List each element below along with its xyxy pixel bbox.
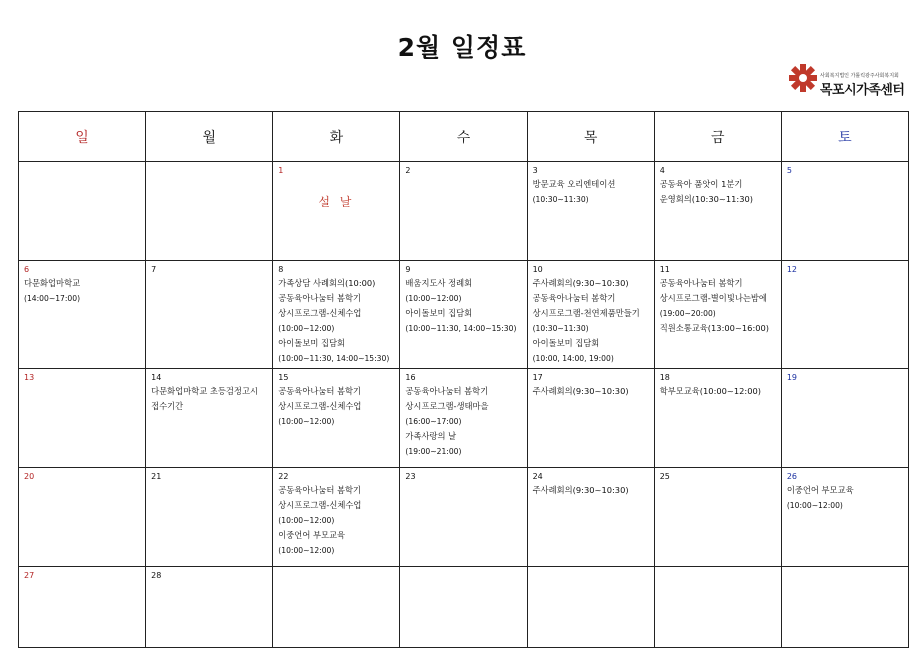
day-cell	[146, 567, 273, 648]
event-line: 아이돌보미 집담회	[405, 308, 473, 318]
day-number: 20	[24, 472, 35, 481]
event-line: 다문화업마학교	[24, 278, 81, 288]
day-cell	[400, 567, 527, 648]
event-line: (19:00~21:00)	[405, 447, 462, 456]
weekday-header-mon: 월	[146, 112, 273, 162]
day-cell	[273, 369, 400, 468]
day-number: 7	[151, 265, 157, 274]
day-cell	[781, 567, 908, 648]
event-line: (10:00~11:30, 14:00~15:30)	[278, 354, 390, 363]
day-cell	[527, 162, 654, 261]
event-line: (10:00~12:00)	[278, 516, 335, 525]
organization-logo	[788, 63, 914, 101]
event-line: (10:30~11:30)	[532, 324, 589, 333]
event-line: 직원소통교육(13:00~16:00)	[659, 323, 770, 333]
day-number: 27	[24, 571, 35, 580]
day-cell	[19, 261, 146, 369]
day-number: 19	[786, 373, 798, 382]
weekday-header-thu: 목	[527, 112, 654, 162]
event-line: 가족사랑의 날	[405, 431, 457, 441]
event-line: 공동육아 품앗이 1분기	[659, 179, 743, 189]
event-line: 상시프로그램-별이빛나는밤에	[659, 293, 767, 303]
event-line: 상시프로그램-천연제품만들기	[532, 308, 640, 318]
week-row	[19, 369, 909, 468]
day-number: 23	[405, 472, 416, 481]
day-cell	[19, 369, 146, 468]
event-line: 다문화업마학교 초등검정고시	[151, 386, 258, 396]
day-cell	[527, 567, 654, 648]
event-line: 방문교육 오리엔테이션	[532, 179, 616, 189]
event-line: 공동육아나눔터 봄학기	[278, 293, 362, 303]
day-cell	[273, 468, 400, 567]
event-line: (10:00~12:00)	[405, 294, 462, 303]
day-number: 21	[151, 472, 162, 481]
day-cell	[273, 261, 400, 369]
event-line: 상시프로그램-신체수업	[278, 401, 362, 411]
weekday-header-tue: 화	[273, 112, 400, 162]
day-number: 12	[786, 265, 798, 274]
day-number: 24	[532, 472, 543, 481]
day-number: 8	[278, 265, 284, 274]
week-row	[19, 261, 909, 369]
day-cell	[273, 567, 400, 648]
event-line: 상시프로그램-생태마을	[405, 401, 489, 411]
day-number: 9	[405, 265, 411, 274]
day-cell	[781, 369, 908, 468]
event-line: (10:00~12:00)	[278, 324, 335, 333]
event-line: 아이돌보미 집담회	[532, 338, 600, 348]
event-line: 가족상담 사례회의(10:00)	[278, 278, 376, 288]
day-number: 17	[532, 373, 543, 382]
day-cell	[527, 369, 654, 468]
day-number: 15	[278, 373, 289, 382]
day-cell	[654, 567, 781, 648]
event-line: 아이돌보미 집담회	[278, 338, 346, 348]
event-line: 공동육아나눔터 봄학기	[405, 386, 489, 396]
day-cell	[654, 369, 781, 468]
weekday-header-row	[19, 112, 909, 162]
day-number: 5	[786, 166, 792, 175]
day-cell	[781, 162, 908, 261]
week-row	[19, 468, 909, 567]
week-row	[19, 162, 909, 261]
day-number: 13	[24, 373, 35, 382]
day-cell	[19, 567, 146, 648]
event-line: 운영회의(10:30~11:30)	[659, 194, 754, 204]
event-line: (10:00~12:00)	[278, 546, 335, 555]
weekday-header-fri: 금	[654, 112, 781, 162]
event-line: (10:00~12:00)	[786, 501, 843, 510]
day-cell	[146, 261, 273, 369]
logo-organization-name: 사회복지법인 가톨릭광주사회복지회	[820, 73, 899, 79]
day-number: 10	[532, 265, 543, 274]
day-cell	[781, 468, 908, 567]
event-line: (10:00~11:30, 14:00~15:30)	[405, 324, 517, 333]
event-line: 공동육아나눔터 봄학기	[278, 485, 362, 495]
event-line: 상시프로그램-신체수업	[278, 500, 362, 510]
event-line: (10:00, 14:00, 19:00)	[532, 354, 614, 363]
day-number: 14	[151, 373, 162, 382]
event-line: 공동육아나눔터 봄학기	[659, 278, 743, 288]
event-line: (19:00~20:00)	[659, 309, 716, 318]
day-cell	[146, 369, 273, 468]
day-cell	[146, 162, 273, 261]
day-number: 6	[24, 265, 30, 274]
week-row	[19, 567, 909, 648]
day-cell	[19, 468, 146, 567]
day-cell	[654, 162, 781, 261]
day-cell	[527, 468, 654, 567]
event-line: (16:00~17:00)	[405, 417, 462, 426]
event-line: (10:30~11:30)	[532, 195, 589, 204]
event-line: 배움지도사 정례회	[405, 278, 473, 288]
calendar-table	[18, 111, 909, 648]
day-cell	[400, 261, 527, 369]
page-title: 2월 일정표	[397, 33, 527, 62]
weekday-header-wed: 수	[400, 112, 527, 162]
day-cell	[781, 261, 908, 369]
day-cell	[654, 261, 781, 369]
day-cell	[19, 162, 146, 261]
logo-center-name: 목포시가족센터	[820, 83, 905, 98]
day-number: 25	[659, 472, 670, 481]
event-line: 주사례회의(9:30~10:30)	[532, 485, 629, 495]
weekday-header-sun: 일	[19, 112, 146, 162]
event-line: 이중언어 부모교육	[278, 530, 346, 540]
day-cell	[146, 468, 273, 567]
day-number: 18	[659, 373, 670, 382]
day-number: 3	[532, 166, 538, 175]
day-cell	[400, 468, 527, 567]
day-cell	[400, 369, 527, 468]
event-line: (14:00~17:00)	[24, 294, 81, 303]
day-cell	[527, 261, 654, 369]
day-number: 11	[659, 265, 670, 274]
day-number: 1	[278, 166, 284, 175]
cross-logo-icon	[788, 63, 818, 93]
day-number: 28	[151, 571, 162, 580]
event-line: 학부모교육(10:00~12:00)	[659, 386, 762, 396]
event-line: 주사례회의(9:30~10:30)	[532, 386, 629, 396]
event-line: 공동육아나눔터 봄학기	[532, 293, 616, 303]
day-cell	[400, 162, 527, 261]
day-number: 22	[278, 472, 289, 481]
day-cell	[654, 468, 781, 567]
event-line: (10:00~12:00)	[278, 417, 335, 426]
day-number: 2	[405, 166, 411, 175]
holiday-label: 설 날	[318, 195, 355, 209]
event-line: 접수기간	[151, 401, 184, 411]
day-number: 4	[659, 166, 665, 175]
event-line: 이중언어 부모교육	[786, 485, 854, 495]
weekday-header-sat: 토	[781, 112, 908, 162]
day-number: 16	[405, 373, 416, 382]
event-line: 주사례회의(9:30~10:30)	[532, 278, 629, 288]
day-number: 26	[786, 472, 798, 481]
event-line: 상시프로그램-신체수업	[278, 308, 362, 318]
day-cell	[273, 162, 400, 261]
event-line: 공동육아나눔터 봄학기	[278, 386, 362, 396]
